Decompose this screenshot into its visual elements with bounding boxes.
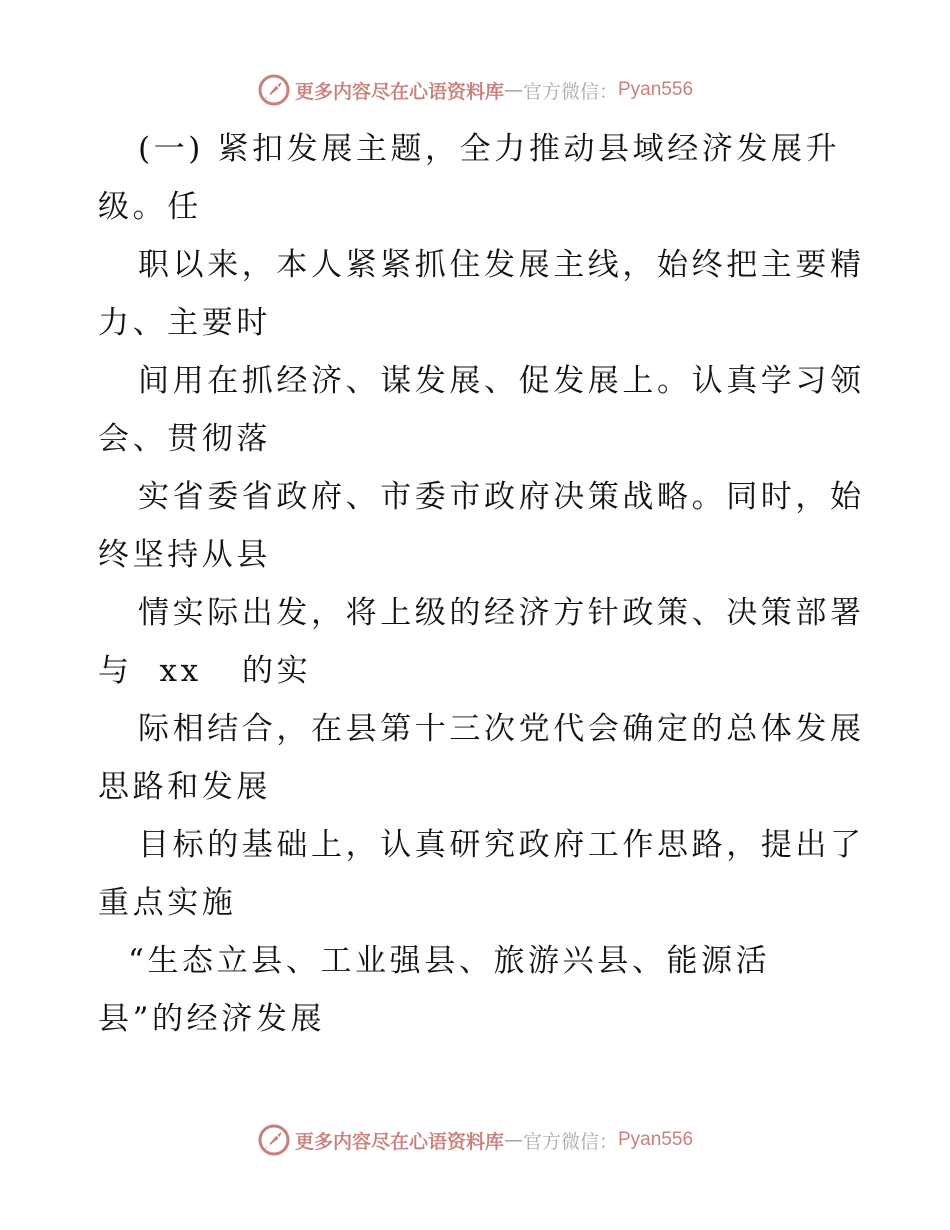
body-line: 情实际出发，将上级的经济方针政策、决策部署 (138, 595, 865, 631)
header-watermark-banner (0, 70, 950, 110)
body-line: 重点实施 (98, 885, 237, 921)
body-line: 职以来，本人紧紧抓住发展主线，始终把主要精 (138, 247, 865, 283)
body-line: 级。任 (98, 189, 202, 225)
banner-site-name: 更多内容尽在心语资料库 (294, 1130, 504, 1153)
body-line: 县”的经济发展 (98, 1001, 326, 1037)
banner-wechat-label: 官方微信： (522, 80, 618, 103)
banner-site-name: 更多内容尽在心语资料库 (294, 80, 504, 103)
banner-wechat-id: Pyan556 (618, 1129, 694, 1150)
banner-wechat-label: 官方微信： (522, 1130, 618, 1153)
body-line: 与 xx 的实 (98, 653, 312, 689)
banner-dash: — (503, 79, 523, 101)
banner-wechat-id: Pyan556 (618, 79, 694, 100)
footer-watermark-banner (0, 1120, 950, 1160)
body-line: 终坚持从县 (98, 537, 271, 573)
body-line: “生态立县、工业强县、旅游兴县、能源活 (128, 943, 771, 979)
body-line: 际相结合，在县第十三次党代会确定的总体发展 (138, 711, 865, 747)
body-line: 力、主要时 (98, 305, 271, 341)
pen-logo-icon (257, 1123, 291, 1157)
body-line: 间用在抓经济、谋发展、促发展上。认真学习领 (138, 363, 865, 399)
body-line: 思路和发展 (98, 769, 271, 805)
body-line: 目标的基础上，认真研究政府工作思路，提出了 (138, 827, 865, 863)
banner-dash: — (503, 1129, 523, 1151)
pen-logo-icon (257, 73, 291, 107)
body-line: 实省委省政府、市委市政府决策战略。同时，始 (138, 479, 865, 515)
body-line: 会、贯彻落 (98, 421, 271, 457)
body-line: (一) 紧扣发展主题，全力推动县域经济发展升 (138, 131, 841, 167)
